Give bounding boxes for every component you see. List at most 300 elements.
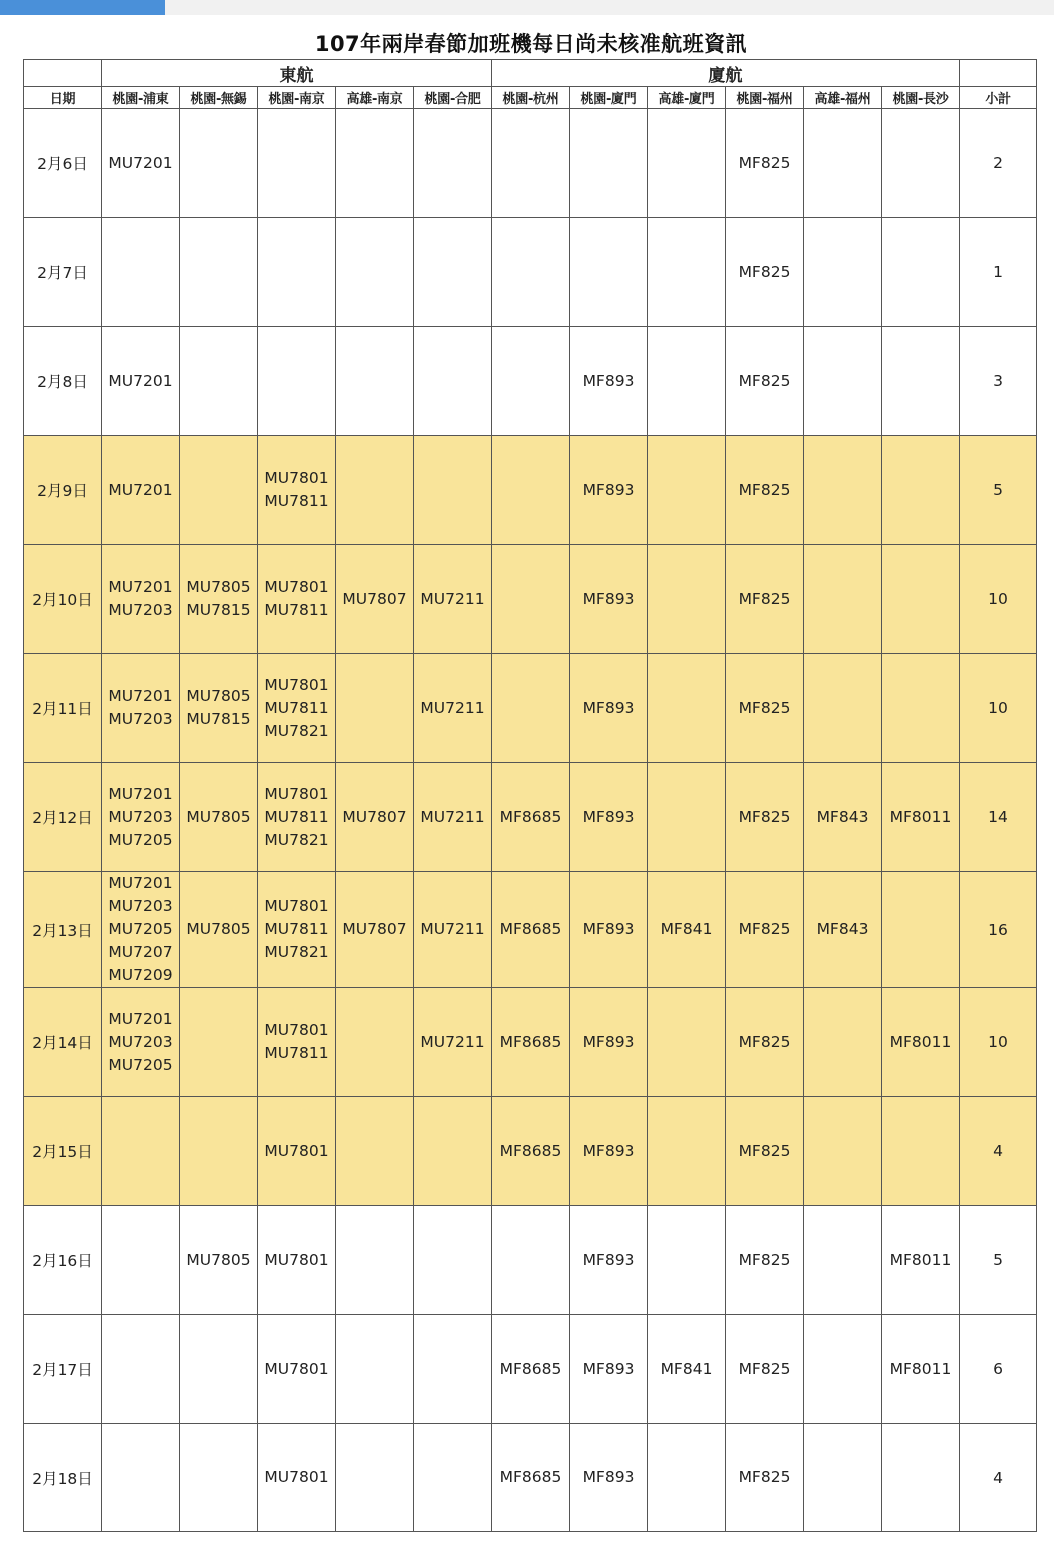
route-cell [102, 988, 180, 1097]
flight-number: MU7211 [420, 1032, 485, 1051]
flight-schedule-table [23, 59, 1037, 1532]
flight-number: MU7801 [264, 1468, 329, 1486]
flight-list [186, 806, 250, 829]
flight-list [661, 918, 713, 941]
route-cell [102, 109, 180, 218]
flight-number: MF893 [582, 1141, 635, 1160]
route-cell [492, 1097, 570, 1206]
route-cell [726, 988, 804, 1097]
route-cell [102, 545, 180, 654]
route-cell [258, 436, 336, 545]
route-cell [336, 654, 414, 763]
route-cell [492, 218, 570, 327]
flight-list [342, 588, 406, 611]
route-cell [648, 1424, 726, 1532]
flight-number: MU7821 [264, 721, 329, 740]
route-header: 高雄-南京 [336, 87, 414, 109]
route-cell [648, 109, 726, 218]
route-cell [102, 872, 180, 988]
route-cell [180, 988, 258, 1097]
route-cell [492, 763, 570, 872]
flight-number: MF8685 [499, 1032, 562, 1051]
flight-list [583, 370, 635, 393]
airline-header-row [24, 60, 1037, 87]
flight-list [739, 588, 791, 611]
flight-list [264, 783, 328, 852]
flight-number: MU7815 [186, 710, 251, 728]
flight-list [739, 479, 791, 502]
table-row [24, 545, 1037, 654]
flight-list [500, 1358, 562, 1381]
flight-number: MU7205 [108, 1055, 173, 1074]
flight-number: MF8011 [889, 807, 952, 826]
flight-number: MU7801 [264, 578, 329, 596]
flight-list [186, 1249, 250, 1272]
route-cell [648, 218, 726, 327]
route-cell [414, 1315, 492, 1424]
route-header: 桃園-合肥 [414, 87, 492, 109]
table-row [24, 436, 1037, 545]
flight-list [583, 1249, 635, 1272]
flight-list [739, 261, 791, 284]
flight-list [264, 895, 328, 964]
route-cell [492, 654, 570, 763]
date-cell: 2月14日 [24, 988, 102, 1097]
route-cell [804, 436, 882, 545]
route-cell [492, 1206, 570, 1315]
flight-list [108, 872, 172, 987]
flight-number: MU7807 [342, 807, 407, 826]
flight-list [739, 1358, 791, 1381]
route-cell [102, 436, 180, 545]
route-cell [804, 872, 882, 988]
subtotal-cell: 10 [960, 654, 1037, 763]
route-header: 桃園-杭州 [492, 87, 570, 109]
date-header: 日期 [24, 87, 102, 109]
route-cell [492, 327, 570, 436]
flight-number: MU7815 [186, 601, 251, 619]
route-cell [414, 872, 492, 988]
flight-list [739, 918, 791, 941]
table-row [24, 327, 1037, 436]
route-cell [258, 1206, 336, 1315]
route-cell [726, 872, 804, 988]
flight-list [890, 806, 952, 829]
route-cell [102, 1097, 180, 1206]
flight-number: MU7801 [264, 1141, 329, 1160]
date-cell: 2月15日 [24, 1097, 102, 1206]
subtotal-cell: 4 [960, 1097, 1037, 1206]
flight-number: MU7203 [108, 1032, 173, 1051]
route-cell [882, 988, 960, 1097]
route-cell [804, 1424, 882, 1532]
flight-list [739, 806, 791, 829]
flight-list [500, 806, 562, 829]
route-cell [570, 763, 648, 872]
flight-number: MU7205 [108, 830, 173, 849]
flight-list [583, 918, 635, 941]
flight-number: MF8011 [889, 1032, 952, 1051]
route-cell [492, 1424, 570, 1532]
route-cell [336, 988, 414, 1097]
flight-number: MU7811 [264, 492, 329, 510]
flight-number: MF893 [582, 1250, 635, 1269]
route-cell [648, 654, 726, 763]
route-cell [492, 109, 570, 218]
route-cell [336, 218, 414, 327]
route-cell [258, 1315, 336, 1424]
flight-number: MF893 [582, 1359, 635, 1378]
flight-number: MF825 [738, 1468, 791, 1486]
date-cell: 2月17日 [24, 1315, 102, 1424]
flight-number: MF8685 [499, 1141, 562, 1160]
route-cell [336, 872, 414, 988]
route-header: 高雄-廈門 [648, 87, 726, 109]
route-cell [804, 763, 882, 872]
route-cell [336, 763, 414, 872]
route-cell [882, 109, 960, 218]
route-cell [726, 545, 804, 654]
flight-list [817, 918, 869, 941]
flight-number: MU7203 [108, 897, 173, 915]
flight-list [186, 685, 250, 731]
route-cell [804, 327, 882, 436]
route-cell [882, 763, 960, 872]
flight-list [108, 370, 172, 393]
route-cell [570, 545, 648, 654]
flight-number: MF893 [582, 920, 635, 938]
date-cell: 2月6日 [24, 109, 102, 218]
flight-number: MU7805 [186, 578, 251, 596]
flight-number: MU7201 [108, 687, 173, 705]
flight-number: MU7207 [108, 943, 173, 961]
route-cell [258, 654, 336, 763]
route-cell [102, 1315, 180, 1424]
flight-number: MU7805 [186, 687, 251, 705]
route-cell [336, 327, 414, 436]
route-cell [258, 545, 336, 654]
route-cell [726, 327, 804, 436]
flight-number: MU7805 [186, 920, 251, 938]
route-cell [882, 327, 960, 436]
route-cell [180, 1206, 258, 1315]
route-cell [570, 654, 648, 763]
flight-number: MF825 [738, 807, 791, 826]
route-cell [804, 1206, 882, 1315]
flight-list [264, 1466, 328, 1489]
route-cell [414, 545, 492, 654]
flight-number: MF893 [582, 1468, 635, 1486]
subtotal-cell: 5 [960, 436, 1037, 545]
flight-list [264, 674, 328, 743]
flight-list [817, 806, 869, 829]
flight-list [500, 918, 562, 941]
route-cell [726, 1206, 804, 1315]
route-cell [258, 1424, 336, 1532]
flight-list [186, 918, 250, 941]
flight-list [583, 697, 635, 720]
route-cell [102, 1206, 180, 1315]
route-cell [258, 763, 336, 872]
flight-number: MF825 [738, 1359, 791, 1378]
flight-number: MF8685 [499, 1359, 562, 1378]
flight-number: MU7201 [108, 578, 173, 596]
flight-number: MU7203 [108, 710, 173, 728]
flight-list [108, 783, 172, 852]
flight-number: MF8685 [499, 1468, 562, 1486]
blank-header-cell [24, 60, 102, 87]
flight-list [264, 1249, 328, 1272]
subtotal-cell: 14 [960, 763, 1037, 872]
route-cell [882, 218, 960, 327]
route-cell [570, 1315, 648, 1424]
flight-number: MF825 [738, 480, 791, 499]
flight-list [420, 806, 484, 829]
route-cell [648, 436, 726, 545]
route-cell [726, 218, 804, 327]
flight-number: MU7211 [420, 589, 485, 608]
flight-number: MU7805 [186, 1250, 251, 1269]
flight-list [500, 1140, 562, 1163]
route-cell [882, 1424, 960, 1532]
route-cell [414, 763, 492, 872]
flight-list [739, 1140, 791, 1163]
flight-number: MF825 [738, 1250, 791, 1269]
route-cell [492, 988, 570, 1097]
route-cell [180, 872, 258, 988]
flight-number: MF843 [816, 807, 869, 826]
blank-header-cell [960, 60, 1037, 87]
table-row [24, 1315, 1037, 1424]
route-cell [180, 1097, 258, 1206]
route-cell [180, 109, 258, 218]
flight-number: MF8685 [499, 920, 562, 938]
flight-list [420, 588, 484, 611]
scroll-thumb[interactable] [0, 0, 165, 15]
date-cell: 2月8日 [24, 327, 102, 436]
flight-number: MU7821 [264, 943, 329, 961]
flight-number: MF893 [582, 698, 635, 717]
route-header: 桃園-福州 [726, 87, 804, 109]
route-cell [102, 218, 180, 327]
route-cell [336, 1206, 414, 1315]
flight-number: MU7811 [264, 698, 329, 717]
flight-list [342, 806, 406, 829]
date-cell: 2月9日 [24, 436, 102, 545]
route-cell [726, 763, 804, 872]
flight-list [583, 1140, 635, 1163]
flight-list [264, 1019, 328, 1065]
route-cell [414, 218, 492, 327]
flight-number: MF825 [738, 698, 791, 717]
route-cell [882, 872, 960, 988]
flight-number: MU7801 [264, 1359, 329, 1378]
flight-list [264, 467, 328, 513]
flight-number: MF893 [582, 480, 635, 499]
flight-number: MF825 [738, 371, 791, 390]
airline-header-eastern: 東航 [102, 60, 492, 87]
route-cell [648, 327, 726, 436]
flight-number: MU7801 [264, 897, 329, 915]
flight-number: MU7201 [108, 1009, 173, 1028]
route-cell [648, 1097, 726, 1206]
route-cell [180, 654, 258, 763]
flight-list [583, 588, 635, 611]
route-cell [570, 436, 648, 545]
route-cell [414, 1206, 492, 1315]
flight-number: MU7811 [264, 1044, 329, 1062]
flight-number: MU7811 [264, 920, 329, 938]
route-cell [336, 1424, 414, 1532]
route-header-row [24, 87, 1037, 109]
route-cell [414, 436, 492, 545]
flight-list [739, 152, 791, 175]
route-cell [726, 1097, 804, 1206]
subtotal-cell: 4 [960, 1424, 1037, 1532]
flight-number: MU7807 [342, 920, 407, 938]
route-cell [492, 872, 570, 988]
flight-list [342, 918, 406, 941]
route-cell [882, 654, 960, 763]
route-cell [804, 1097, 882, 1206]
route-cell [804, 545, 882, 654]
route-cell [804, 218, 882, 327]
table-row [24, 109, 1037, 218]
flight-number: MU7201 [108, 153, 173, 172]
route-header: 桃園-南京 [258, 87, 336, 109]
route-cell [336, 109, 414, 218]
route-cell [492, 545, 570, 654]
flight-number: MF825 [738, 262, 791, 281]
table-row [24, 988, 1037, 1097]
flight-number: MU7811 [264, 601, 329, 619]
table-row [24, 1424, 1037, 1532]
route-cell [648, 1206, 726, 1315]
route-cell [726, 436, 804, 545]
flight-list [500, 1466, 562, 1489]
route-header: 桃園-廈門 [570, 87, 648, 109]
subtotal-header: 小計 [960, 87, 1037, 109]
route-header: 桃園-長沙 [882, 87, 960, 109]
route-cell [726, 109, 804, 218]
route-cell [102, 763, 180, 872]
flight-number: MU7801 [264, 1021, 329, 1039]
route-cell [804, 1315, 882, 1424]
route-cell [492, 1315, 570, 1424]
flight-number: MU7211 [420, 920, 485, 938]
route-cell [258, 218, 336, 327]
flight-list [108, 152, 172, 175]
flight-number: MU7203 [108, 601, 173, 619]
table-row [24, 654, 1037, 763]
route-cell [648, 1315, 726, 1424]
flight-number: MF893 [582, 807, 635, 826]
flight-number: MF8011 [889, 1250, 952, 1269]
date-cell: 2月13日 [24, 872, 102, 988]
date-cell: 2月7日 [24, 218, 102, 327]
flight-list [108, 479, 172, 502]
route-cell [336, 1097, 414, 1206]
flight-list [890, 1031, 952, 1054]
flight-list [264, 1358, 328, 1381]
table-row [24, 218, 1037, 327]
flight-number: MF8685 [499, 807, 562, 826]
subtotal-cell: 10 [960, 545, 1037, 654]
flight-list [186, 576, 250, 622]
subtotal-cell: 16 [960, 872, 1037, 988]
flight-number: MF893 [582, 371, 635, 390]
date-cell: 2月10日 [24, 545, 102, 654]
flight-list [583, 479, 635, 502]
flight-number: MU7801 [264, 1250, 329, 1269]
flight-number: MF843 [816, 920, 869, 938]
route-cell [804, 654, 882, 763]
route-cell [258, 988, 336, 1097]
route-cell [414, 109, 492, 218]
flight-number: MF825 [738, 1141, 791, 1160]
flight-number: MU7205 [108, 920, 173, 938]
route-cell [882, 1206, 960, 1315]
subtotal-cell: 6 [960, 1315, 1037, 1424]
route-cell [804, 109, 882, 218]
flight-number: MF825 [738, 1032, 791, 1051]
page-title: 107年兩岸春節加班機每日尚未核准航班資訊 [314, 32, 748, 56]
flight-number: MU7201 [108, 480, 173, 499]
route-cell [180, 763, 258, 872]
route-cell [414, 1097, 492, 1206]
route-cell [570, 1424, 648, 1532]
route-cell [180, 218, 258, 327]
flight-list [420, 918, 484, 941]
flight-number: MU7801 [264, 675, 329, 694]
route-cell [570, 1206, 648, 1315]
flight-list [264, 576, 328, 622]
top-scrollbar[interactable] [0, 0, 1054, 15]
subtotal-cell: 1 [960, 218, 1037, 327]
route-cell [336, 545, 414, 654]
flight-list [739, 1031, 791, 1054]
route-cell [414, 988, 492, 1097]
subtotal-cell: 2 [960, 109, 1037, 218]
route-cell [648, 988, 726, 1097]
flight-list [583, 1358, 635, 1381]
flight-number: MF841 [660, 920, 713, 938]
route-cell [258, 109, 336, 218]
route-header: 高雄-福州 [804, 87, 882, 109]
route-header: 桃園-無錫 [180, 87, 258, 109]
flight-list [583, 1031, 635, 1054]
table-body [24, 109, 1037, 1532]
flight-number: MF825 [738, 153, 791, 172]
flight-number: MF825 [738, 920, 791, 938]
route-header: 桃園-浦東 [102, 87, 180, 109]
flight-number: MU7811 [264, 807, 329, 826]
route-cell [414, 1424, 492, 1532]
flight-number: MU7201 [108, 371, 173, 390]
flight-number: MF893 [582, 589, 635, 608]
route-cell [882, 1097, 960, 1206]
route-cell [570, 988, 648, 1097]
route-cell [726, 1424, 804, 1532]
route-cell [180, 1424, 258, 1532]
route-cell [882, 436, 960, 545]
route-cell [102, 1424, 180, 1532]
date-cell: 2月16日 [24, 1206, 102, 1315]
route-cell [180, 1315, 258, 1424]
route-cell [570, 218, 648, 327]
route-cell [648, 545, 726, 654]
route-cell [648, 872, 726, 988]
